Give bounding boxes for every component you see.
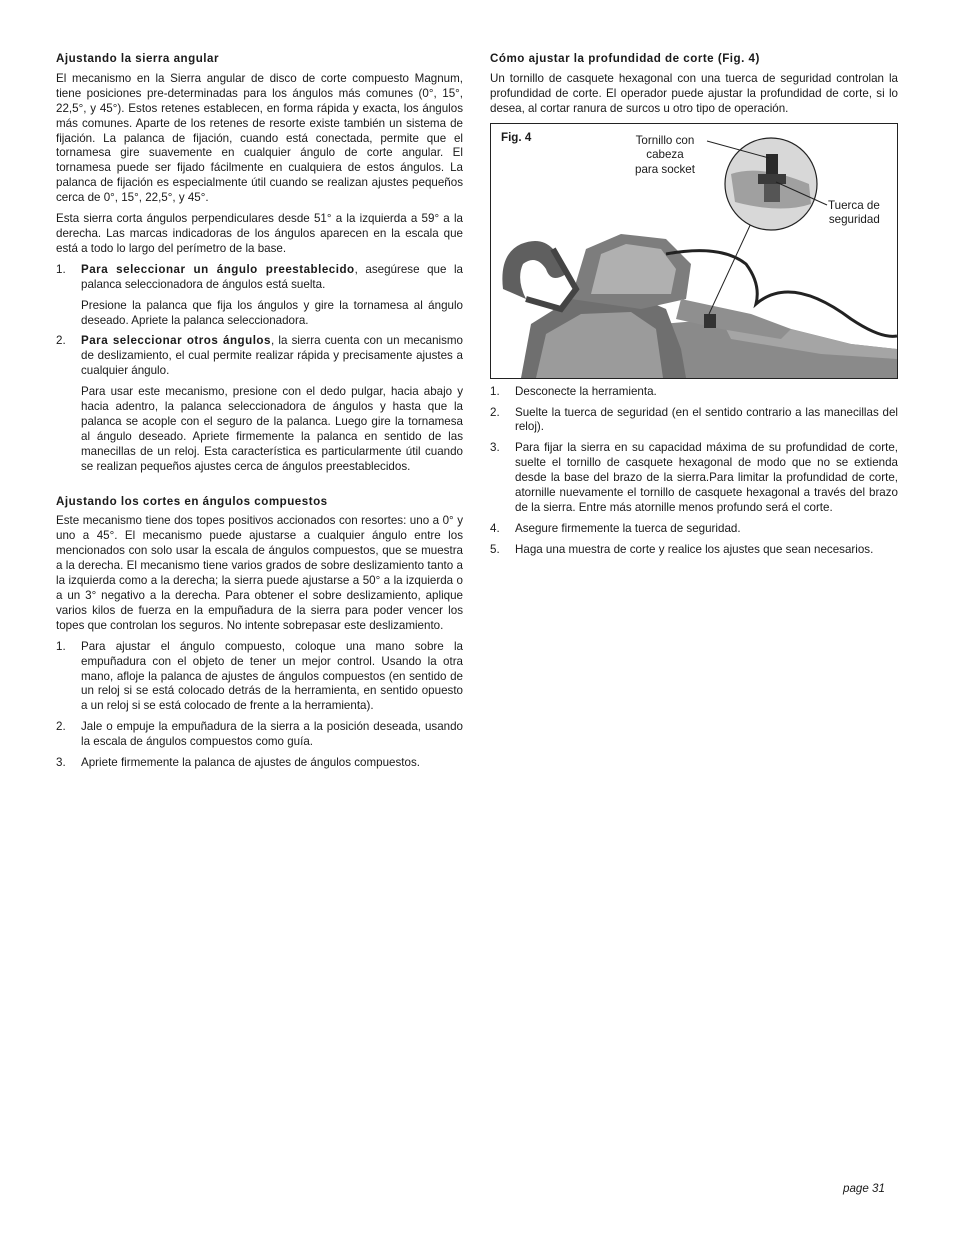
list-text: Asegure firmemente la tuerca de seguridad.: [515, 521, 741, 535]
list-number: 4.: [490, 521, 500, 535]
list-item: [56, 640, 463, 715]
list-item: [490, 385, 898, 400]
list-text: Para ajustar el ángulo compuesto, coloque una mano sobre la empuñadura con el objeto de tener un mejor control. Usando la otra mano, afloje la palanca de ajustes de ángulos compuestos (en sentido de un reloj si se está colocado detrás de la herramienta, en sentido opuesto a un reloj si se está colocado de frente a la herramienta).: [81, 639, 463, 713]
section-heading-miter: Ajustando la sierra angular: [56, 52, 219, 65]
list-item: [490, 522, 898, 537]
bold-lead: Para seleccionar otros ángulos: [81, 334, 271, 348]
page-number: page 31: [843, 1182, 885, 1195]
list-text: Apriete firmemente la palanca de ajustes de ángulos compuestos.: [81, 756, 420, 770]
list-number: 2.: [56, 720, 66, 734]
list-item: [490, 406, 898, 436]
list-text: Jale o empuje la empuñadura de la sierra a la posición deseada, usando la escala de ángulos compuestos como guía.: [81, 720, 463, 749]
list-text: , la sierra cuenta con un mecanismo de deslizamiento, el cual permite realizar rápida y precisamente ajustes a cualquier ángulo.: [81, 334, 463, 378]
bold-lead: Para seleccionar un ángulo preestablecido: [81, 262, 355, 276]
numbered-list: [56, 640, 463, 771]
list-item: [56, 756, 463, 771]
left-column: [56, 52, 463, 777]
section-heading-depth: Cómo ajustar la profundidad de corte (Fig. 4): [490, 52, 760, 65]
list-item: [490, 441, 898, 516]
right-column: [490, 52, 898, 564]
list-item: [56, 263, 463, 329]
list-number: 1.: [490, 384, 500, 398]
list-number: 3.: [56, 756, 66, 770]
list-subparagraph: Para usar este mecanismo, presione con el dedo pulgar, hacia abajo y hacia adentro, la palanca seleccionadora de ángulos y hasta que la palanca se acople con el seguro de la palanca. Luego gire la tornamesa al ángulo deseado. Apriete firmemente la palanca en sentido de las manecillas de un reloj. Esta característica es particularmente útil cuando se realizan pequeños ajustes cerca de ángulos preestablecidos.: [81, 385, 463, 473]
list-text: , asegúrese que la palanca seleccionadora de ángulos está suelta.: [81, 262, 463, 291]
list-number: 2.: [490, 405, 500, 419]
section-heading-compound: Ajustando los cortes en ángulos compuestos: [56, 494, 328, 508]
paragraph: Un tornillo de casquete hexagonal con una tuerca de seguridad controlan la profundidad de corte. El operador puede ajustar la profundidad de corte, si lo desea, al cortar ranura de surcos u otro tipo de operación.: [490, 71, 898, 115]
list-text: Desconecte la herramienta.: [515, 384, 657, 398]
list-item: [56, 720, 463, 750]
paragraph: Esta sierra corta ángulos perpendiculares desde 51° a la izquierda a 59° a la derecha. Las marcas indicadoras de los ángulos aparecen en la escala que está a todo lo largo del perímetro de la base.: [56, 212, 463, 255]
list-number: 1.: [56, 262, 66, 276]
list-number: 2.: [56, 334, 66, 348]
list-item: [490, 543, 898, 558]
figure-label: Fig. 4: [501, 130, 532, 144]
list-subparagraph: Presione la palanca que fija los ángulos y gire la tornamesa al ángulo deseado. Apriete la palanca seleccionadora.: [81, 298, 463, 327]
list-number: 1.: [56, 639, 66, 653]
numbered-list: [56, 263, 463, 475]
numbered-list: [490, 385, 898, 558]
callout-socket-screw: Tornillo con cabeza para socket: [635, 133, 695, 176]
list-number: 3.: [490, 441, 500, 455]
list-text: Haga una muestra de corte y realice los ajustes que sean necesarios.: [515, 542, 874, 556]
list-text: Suelte la tuerca de seguridad (en el sentido contrario a las manecillas del reloj).: [515, 405, 898, 434]
callout-lock-nut: Tuerca de seguridad: [828, 198, 880, 227]
list-text: Para fijar la sierra en su capacidad máxima de su profundidad de corte, suelte el tornillo de casquete hexagonal de modo que no se extienda desde la base del brazo de la sierra.Para limitar la profundidad de corte, atornille nuevamente el tornillo de casquete hexagonal a través del brazo de la sierra. Entre más atornille menos profundo será el corte.: [515, 441, 898, 514]
figure-4: [490, 123, 898, 379]
paragraph: Este mecanismo tiene dos topes positivos accionados con resortes: uno a 0° y uno a 45°. El mecanismo puede ajustarse a cualquier ángulo entre los mencionados con solo usar la escala de ángulos compuestos, que se muestra a la derecha. El mecanismo tiene varios grados de sobre deslizamiento tanto a la izquierda como a la derecha; la sierra puede ajustarse a 50° a la izquierda o a un 3° negativo a la derecha. Para obtener el sobre deslizamiento, aplique varios kilos de fuerza en la empuñadura de la sierra para poder vencer los topes que controlan los seguros. No intente sobrepasar este deslizamiento.: [56, 514, 463, 632]
paragraph: El mecanismo en la Sierra angular de disco de corte compuesto Magnum, tiene posiciones pre-determinadas para los ángulos más comunes (0°, 15°, 22,5°, y 45°). Estos retenes establecen, en forma rápida y exacta, los ángulos más comunes. Aparte de los retenes de resorte existe también un sistema de fijación. La palanca de fijación, cuando está conectada, permite que el tornamesa gire suavemente en cualquier ángulo de corte angular. El tornamesa puede ser fijado fácilmente en cualquiera de estos ángulos. La palanca de fijación es especialmente útil cuando se realizan ajustes pequeños cerca de 0°, 15°, 22,5°, y 45°.: [56, 71, 463, 205]
list-item: [56, 334, 463, 474]
list-number: 5.: [490, 542, 500, 556]
